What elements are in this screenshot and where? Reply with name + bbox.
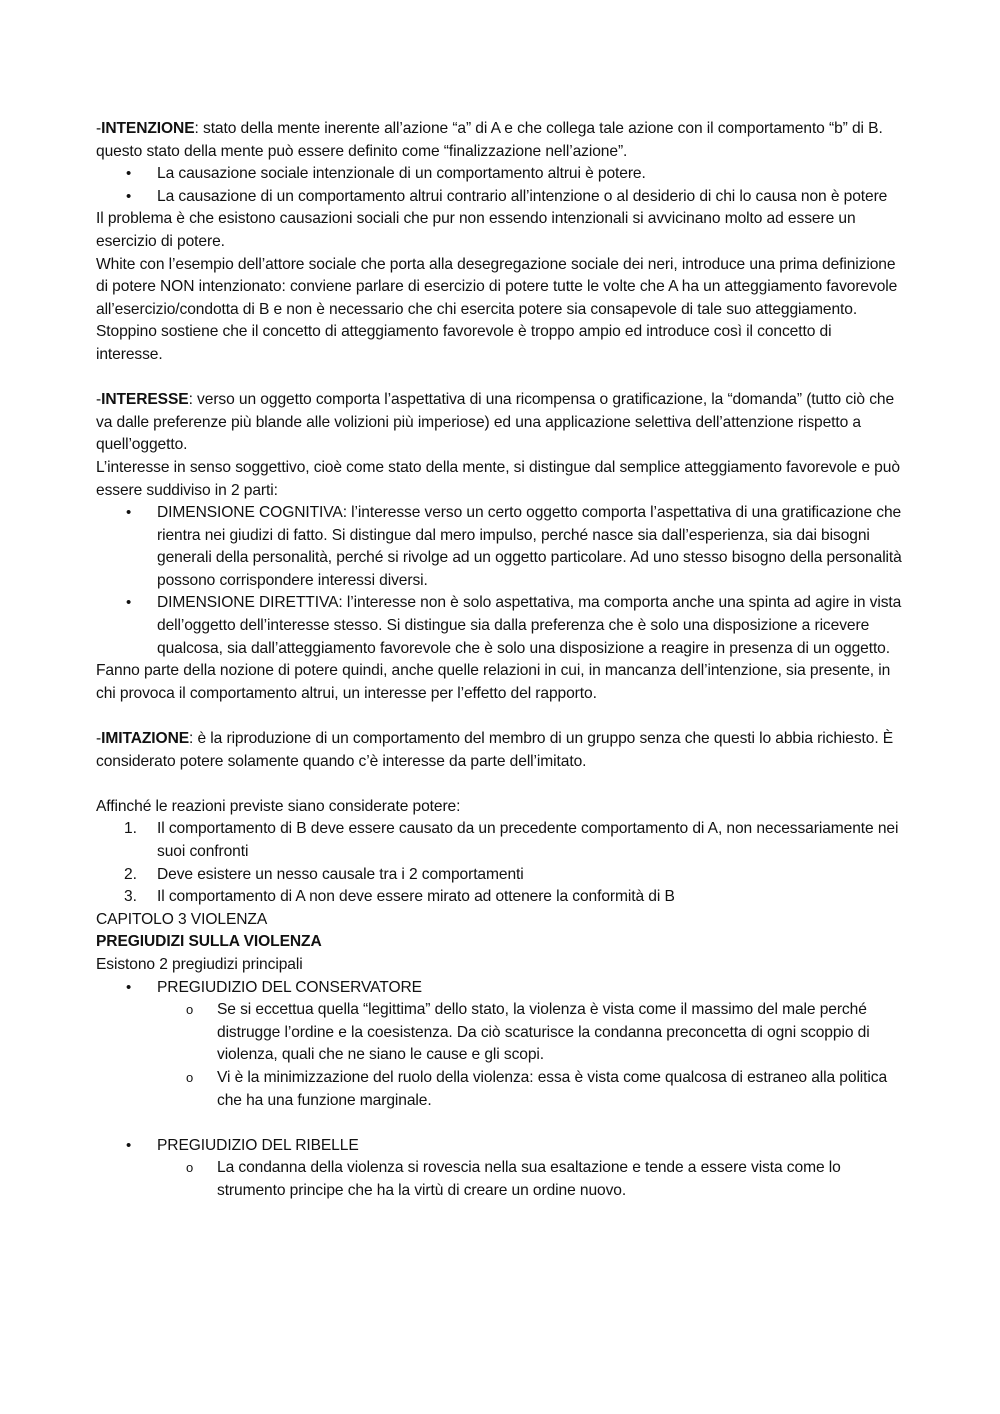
spacer [96, 367, 902, 390]
list-item: • La causazione di un comportamento altrui contrario all’intenzione o al desiderio di chi lo causa non è potere [96, 186, 902, 209]
intenzione-definition: -INTENZIONE: stato della mente inerente all’azione “a” di A e che collega tale azione con il comportamento “b” di B. questo stato della mente può essere definito come “finalizzazione nell’azione”. [96, 120, 883, 160]
list-item: o Se si eccettua quella “legittima” dello stato, la violenza è vista come il massimo del male perché distrugge l’ordine e la coesistenza. Da ciò scaturisce la condanna preconcetta di ogni scoppio di violenza, quali che ne siano le cause e gli scopi. [96, 999, 902, 1067]
bullet-icon [126, 977, 146, 1000]
circle-bullet-icon [186, 999, 193, 1022]
paragraph: Stoppino sostiene che il concetto di atteggiamento favorevole è troppo ampio ed introduce così il concetto di interesse. [96, 323, 832, 363]
list-item: • DIMENSIONE DIRETTIVA: l’interesse non è solo aspettativa, ma comporta anche una spinta ad agire in vista dell’oggetto dell’interesse stesso. Si distingue sia dalla preferenza che è solo una disposizione a ricevere qualcosa, sia dall’atteggiamento favorevole che è solo una disposizione a reagire in presenza di un oggetto. [96, 592, 902, 660]
bullet-icon [126, 186, 146, 209]
intenzione-term: INTENZIONE [101, 120, 195, 137]
paragraph: Affinché le reazioni previste siano considerate potere: [96, 797, 461, 815]
list-item: • La causazione sociale intenzionale di un comportamento altrui è potere. [96, 163, 902, 186]
conservatore-sub-list [96, 999, 902, 1112]
paragraph: Il problema è che esistono causazioni sociali che pur non essendo intenzionali si avvicinano molto ad essere un esercizio di potere. [96, 210, 856, 250]
document-page [96, 118, 902, 1203]
spacer [96, 705, 902, 728]
interesse-bullet-list [96, 502, 902, 660]
imitazione-definition: -IMITAZIONE: è la riproduzione di un comportamento del membro di un gruppo senza che questi lo abbia richiesto. È considerato potere solamente quando c’è interesse da parte dell’imitato. [96, 730, 894, 770]
list-item: • PREGIUDIZIO DEL CONSERVATORE [96, 977, 902, 1000]
paragraph: White con l’esempio dell’attore sociale che porta alla desegregazione sociale dei neri, introduce una prima definizione di potere NON intenzionato: conviene parlare di esercizio di potere tutte le volte che A ha un atteggiamento favorevole all’esercizio/condotta di B e non è necessario che chi esercita potere sia consapevole di tale suo atteggiamento. [96, 255, 898, 318]
bullet-icon [126, 1135, 146, 1158]
reazioni-numbered-list [96, 818, 902, 908]
list-item: o La condanna della violenza si rovescia nella sua esaltazione e tende a essere vista come lo strumento principe che ha la virtù di creare un ordine nuovo. [96, 1157, 902, 1202]
bullet-icon [126, 502, 146, 525]
pregiudizi-list [96, 977, 902, 1000]
list-item: 3. Il comportamento di A non deve essere mirato ad ottenere la conformità di B [124, 888, 675, 906]
interesse-definition: -INTERESSE: verso un oggetto comporta l’aspettativa di una ricompensa o gratificazione, la “domanda” (tutto ciò che va dalle preferenze più blande alle volizioni più imperiose) ed una applicazione selettiva dell’attenzione rispetto a quell’oggetto. [96, 391, 895, 454]
circle-bullet-icon [186, 1157, 193, 1180]
spacer [96, 773, 902, 796]
list-item: o Vi è la minimizzazione del ruolo della violenza: essa è vista come qualcosa di estraneo alla politica che ha una funzione marginale. [96, 1067, 902, 1112]
paragraph: Fanno parte della nozione di potere quindi, anche quelle relazioni in cui, in mancanza dell’intenzione, sia presente, in chi provoca il comportamento altrui, un interesse per l’effetto del rapporto. [96, 662, 891, 702]
section-heading: PREGIUDIZI SULLA VIOLENZA [96, 933, 322, 951]
ribelle-sub-list [96, 1157, 902, 1202]
list-item: • PREGIUDIZIO DEL RIBELLE [96, 1135, 902, 1158]
spacer [96, 1112, 902, 1135]
list-item: 2. Deve esistere un nesso causale tra i 2 comportamenti [124, 865, 524, 883]
paragraph: Esistono 2 pregiudizi principali [96, 955, 303, 973]
list-item: • DIMENSIONE COGNITIVA: l’interesse verso un certo oggetto comporta l’aspettativa di una gratificazione che rientra nei giudizi di fatto. Si distingue dal mero impulso, perché nasce sia dall’esperienza, sia dai bisogni generali della personalità, perché si rivolge ad un oggetto particolare. Ad uno stesso bisogno della personalità possono corrispondere interessi diversi. [96, 502, 902, 592]
paragraph: L’interesse in senso soggettivo, cioè come stato della mente, si distingue dal semplice atteggiamento favorevole e può essere suddiviso in 2 parti: [96, 458, 900, 499]
imitazione-term: IMITAZIONE [101, 730, 190, 748]
interesse-term: INTERESSE [101, 391, 189, 409]
circle-bullet-icon [186, 1067, 193, 1090]
pregiudizi-list-2 [96, 1135, 902, 1158]
list-item: 1. Il comportamento di B deve essere causato da un precedente comportamento di A, non necessariamente nei suoi confronti [124, 820, 899, 860]
intenzione-bullet-list [96, 163, 902, 208]
chapter-heading: CAPITOLO 3 VIOLENZA [96, 910, 268, 928]
bullet-icon [126, 592, 146, 615]
bullet-icon [126, 163, 146, 186]
